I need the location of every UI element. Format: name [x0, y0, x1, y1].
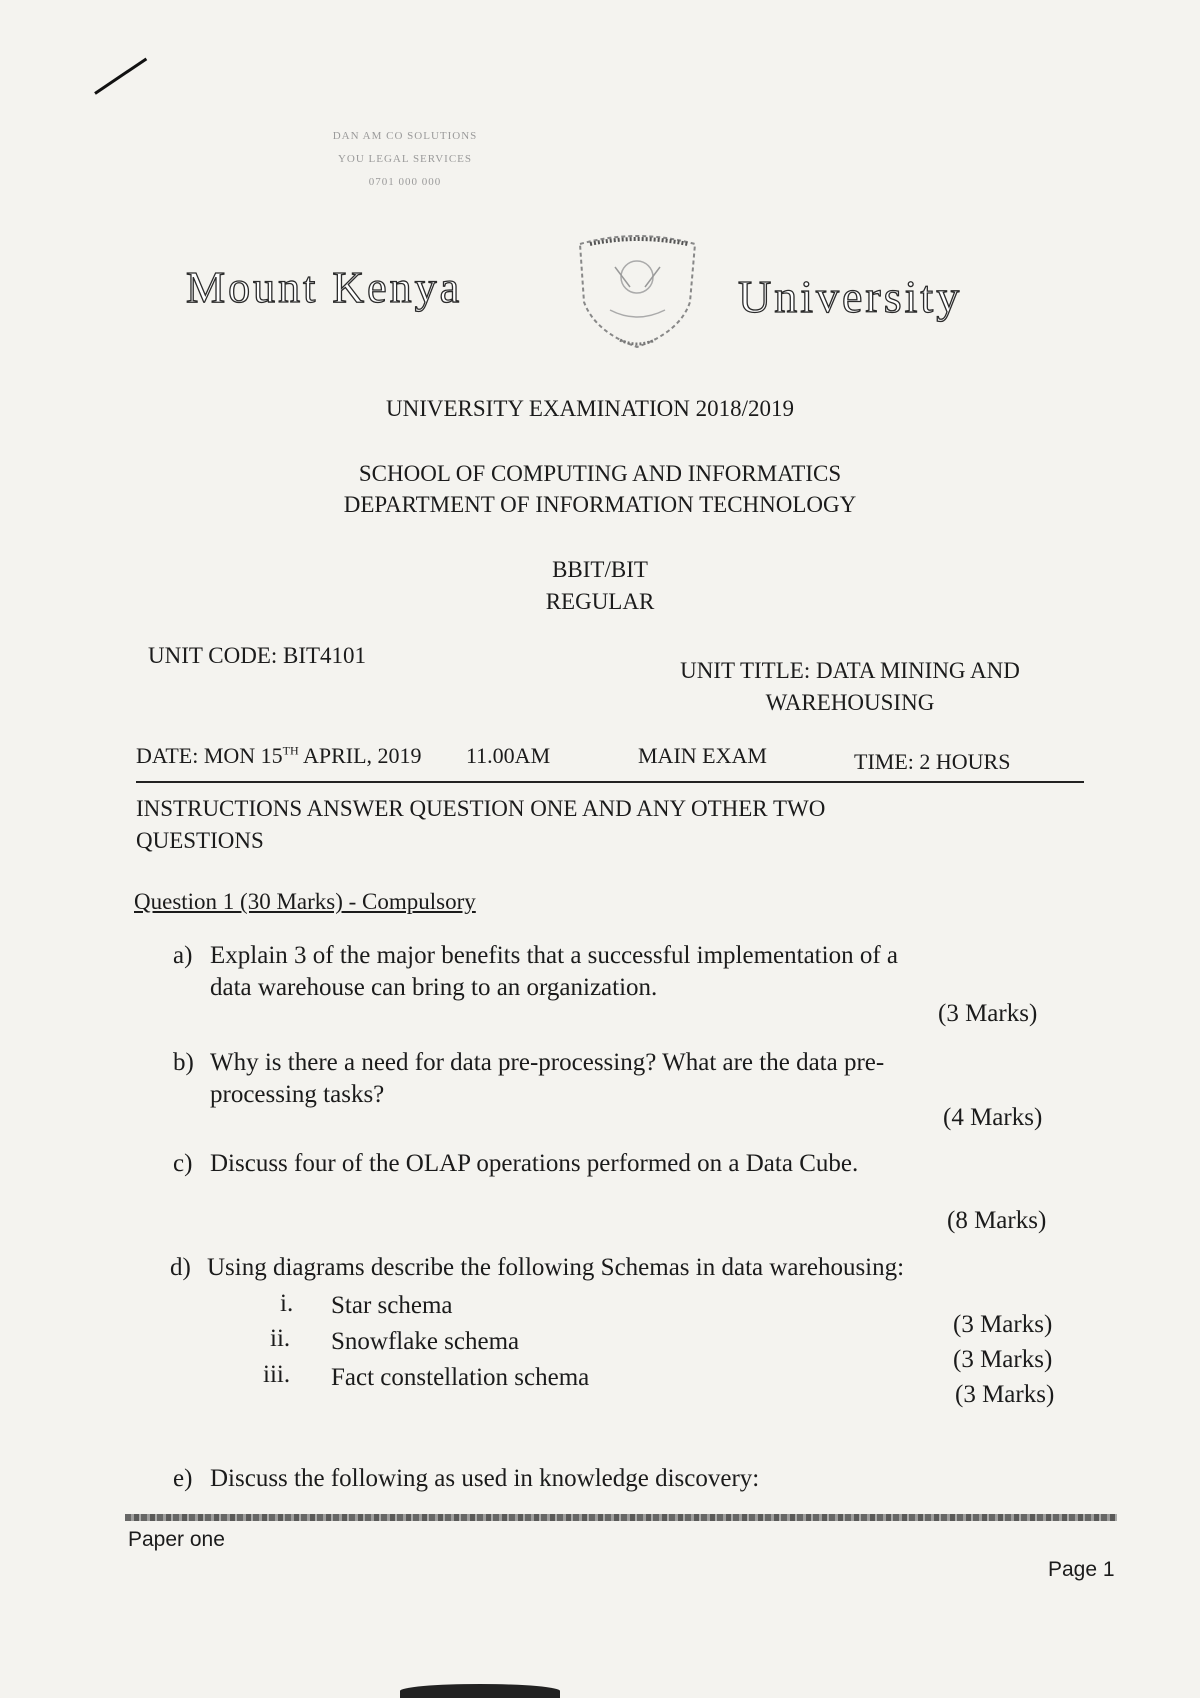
unit-code: UNIT CODE: BIT4101 [148, 643, 367, 668]
footer-paper: Paper one [128, 1528, 225, 1551]
exam-type: MAIN EXAM [638, 743, 767, 768]
question-part-b [173, 1047, 1073, 1117]
part-text: processing tasks? [210, 1081, 385, 1108]
schema-item-num: ii. [270, 1325, 291, 1352]
instructions-line: INSTRUCTIONS ANSWER QUESTION ONE AND ANY OTHER TWO [136, 796, 826, 821]
part-label: e) [173, 1465, 193, 1492]
scan-shadow [400, 1684, 560, 1698]
exam-date [136, 743, 422, 769]
part-text: Discuss the following as used in knowledge discovery: [210, 1465, 760, 1492]
part-text: Why is there a need for data pre-processing? What are the data pre- [210, 1049, 885, 1076]
question-part-c [173, 1148, 1073, 1188]
part-text: Using diagrams describe the following Schemas in data warehousing: [207, 1254, 905, 1281]
programme: BBIT/BIT [552, 557, 648, 582]
part-label: d) [170, 1254, 191, 1281]
faded-stamp [300, 125, 510, 194]
part-a-marks: (3 Marks) [938, 1000, 1038, 1027]
programme-block [480, 554, 720, 618]
unit-title-line: UNIT TITLE: DATA MINING AND [680, 658, 1020, 683]
part-label: b) [173, 1049, 194, 1076]
stamp-line: 0701 000 000 [368, 176, 442, 188]
unit-title [630, 655, 1070, 719]
footer-divider [125, 1514, 1117, 1521]
exam-duration: TIME: 2 HOURS [854, 749, 1011, 774]
university-crest-icon [570, 232, 705, 352]
department-name: DEPARTMENT OF INFORMATION TECHNOLOGY [343, 492, 857, 517]
question-heading: Question 1 (30 Marks) - Compulsory [134, 889, 476, 914]
part-label: c) [173, 1150, 193, 1177]
logo-text-left: Mount Kenya [186, 263, 463, 312]
stamp-line: YOU LEGAL SERVICES [337, 153, 473, 165]
stamp-line: DAN AM CO SOLUTIONS [332, 130, 478, 142]
school-name: SCHOOL OF COMPUTING AND INFORMATICS [358, 461, 842, 486]
part-label: a) [173, 942, 193, 969]
schema-item-marks: (3 Marks) [955, 1381, 1055, 1408]
part-text: Explain 3 of the major benefits that a successful implementation of a [210, 942, 898, 969]
schema-item-marks: (3 Marks) [953, 1346, 1053, 1373]
footer-page-number: Page 1 [1048, 1558, 1115, 1581]
part-c-marks: (8 Marks) [947, 1207, 1047, 1234]
part-text: Discuss four of the OLAP operations performed on a Data Cube. [210, 1150, 859, 1177]
pen-mark [94, 58, 147, 95]
instructions [136, 793, 956, 857]
logo-text-right: University [738, 271, 963, 322]
unit-title-line: WAREHOUSING [765, 690, 935, 715]
instructions-line: QUESTIONS [136, 828, 264, 853]
date-superscript: TH [282, 743, 299, 758]
date-text: APRIL, 2019 [298, 743, 422, 768]
exam-date-line [136, 737, 1084, 783]
part-b-marks: (4 Marks) [943, 1104, 1043, 1131]
schema-item-text: Snowflake schema [331, 1328, 520, 1355]
schema-item-num: i. [280, 1290, 294, 1317]
date-text: DATE: MON 15 [136, 743, 283, 768]
exam-start-time: 11.00AM [466, 743, 551, 768]
part-text: data warehouse can bring to an organization. [210, 974, 658, 1001]
study-mode: REGULAR [545, 589, 655, 614]
schema-item-num: iii. [263, 1361, 291, 1388]
question-part-e [173, 1463, 1073, 1503]
schema-item-text: Fact constellation schema [331, 1364, 590, 1391]
schema-item-text: Star schema [331, 1292, 453, 1319]
question-part-d [170, 1252, 1070, 1292]
exam-title: UNIVERSITY EXAMINATION 2018/2019 [385, 396, 794, 421]
schema-item-marks: (3 Marks) [953, 1311, 1053, 1338]
school-department [280, 458, 920, 520]
